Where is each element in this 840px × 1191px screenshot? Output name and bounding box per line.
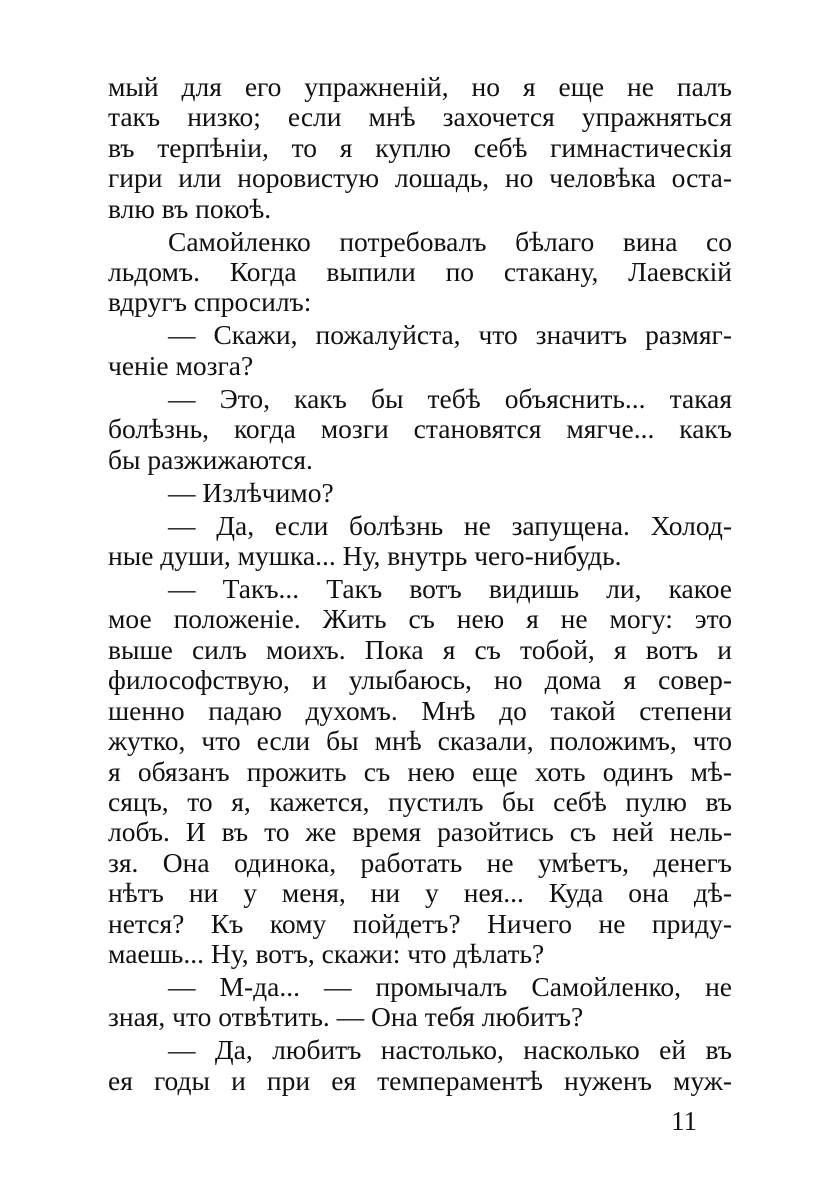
text-line: философствую, и улыбаюсь, но дома я совер- [108,664,732,696]
text-line: — Это, какъ бы тебѣ объяснить... такая [168,382,732,414]
text-line: зя. Она одинока, работать не умѣетъ, денегъ [108,846,732,878]
text-line: я обязанъ прожить съ нею еще хоть одинъ мѣ- [108,755,732,787]
paragraph-3 [108,320,732,381]
page-number: 11 [671,1106,697,1136]
paragraph-7 [108,574,732,969]
text-line: Самойленко потребовалъ бѣлаго вина со [168,225,732,257]
text-line: ченіе мозга? [108,349,254,381]
paragraph-2 [108,227,732,318]
paragraph-6 [108,511,732,572]
text-line: такъ низко; если мнѣ захочется упражняться [108,101,732,133]
text-line: лобъ. И въ то же время разойтись съ ней нель- [108,816,732,848]
text-line: мое положеніе. Жить съ нею я не могу: это [108,603,732,635]
text-line: зная, что отвѣтить. — Она тебя любитъ? [108,1001,584,1033]
text-line: льдомъ. Когда выпили по стакану, Лаевскій [108,256,732,288]
text-line: — Да, любитъ настолько, насколько ей въ [168,1034,732,1066]
text-line: маешь... Ну, вотъ, скажи: что дѣлать? [108,937,545,969]
text-line: — Излѣчимо? [168,476,334,508]
text-line: выше силъ моихъ. Пока я съ тобой, я вотъ и [108,633,732,665]
text-line: нѣтъ ни у меня, ни у нея... Куда она дѣ- [108,877,732,909]
paragraph-1 [108,72,732,224]
text-line: — М-да... — промычалъ Самойленко, не [168,970,732,1002]
text-line: мый для его упражненій, но я еще не палъ [108,71,732,102]
text-line: ея годы и при ея темпераментѣ нуженъ муж- [108,1064,732,1096]
text-line: вдругъ спросилъ: [108,286,312,318]
text-line: гири или норовистую лошадь, но человѣка оста- [108,162,732,194]
text-line: влю въ покоѣ. [108,192,272,224]
paragraph-8 [108,972,732,1033]
paragraph-5 [108,478,732,508]
text-line: ные души, мушка... Ну, внутрь чего-нибудь. [108,540,622,572]
text-line: — Да, если болѣзнь не запущена. Холод- [168,509,732,541]
paragraph-4 [108,384,732,475]
text-line: — Скажи, пожалуйста, что значитъ размяг- [168,319,732,351]
text-line: болѣзнь, когда мозги становятся мягче... какъ [108,413,732,445]
text-line: шенно падаю духомъ. Мнѣ до такой степени [108,694,732,726]
text-line: нется? Къ кому пойдетъ? Ничего не приду- [108,907,732,939]
text-line: бы разжижаются. [108,443,313,475]
paragraph-9 [108,1035,732,1096]
text-line: сяцъ, то я, кажется, пустилъ бы себѣ пулю въ [108,785,732,817]
text-line: жутко, что если бы мнѣ сказали, положимъ, что [108,725,732,757]
text-line: — Такъ... Такъ вотъ видишь ли, какое [168,573,732,605]
page-text [108,72,732,1099]
text-line: въ терпѣніи, то я куплю себѣ гимнастическія [108,131,732,163]
